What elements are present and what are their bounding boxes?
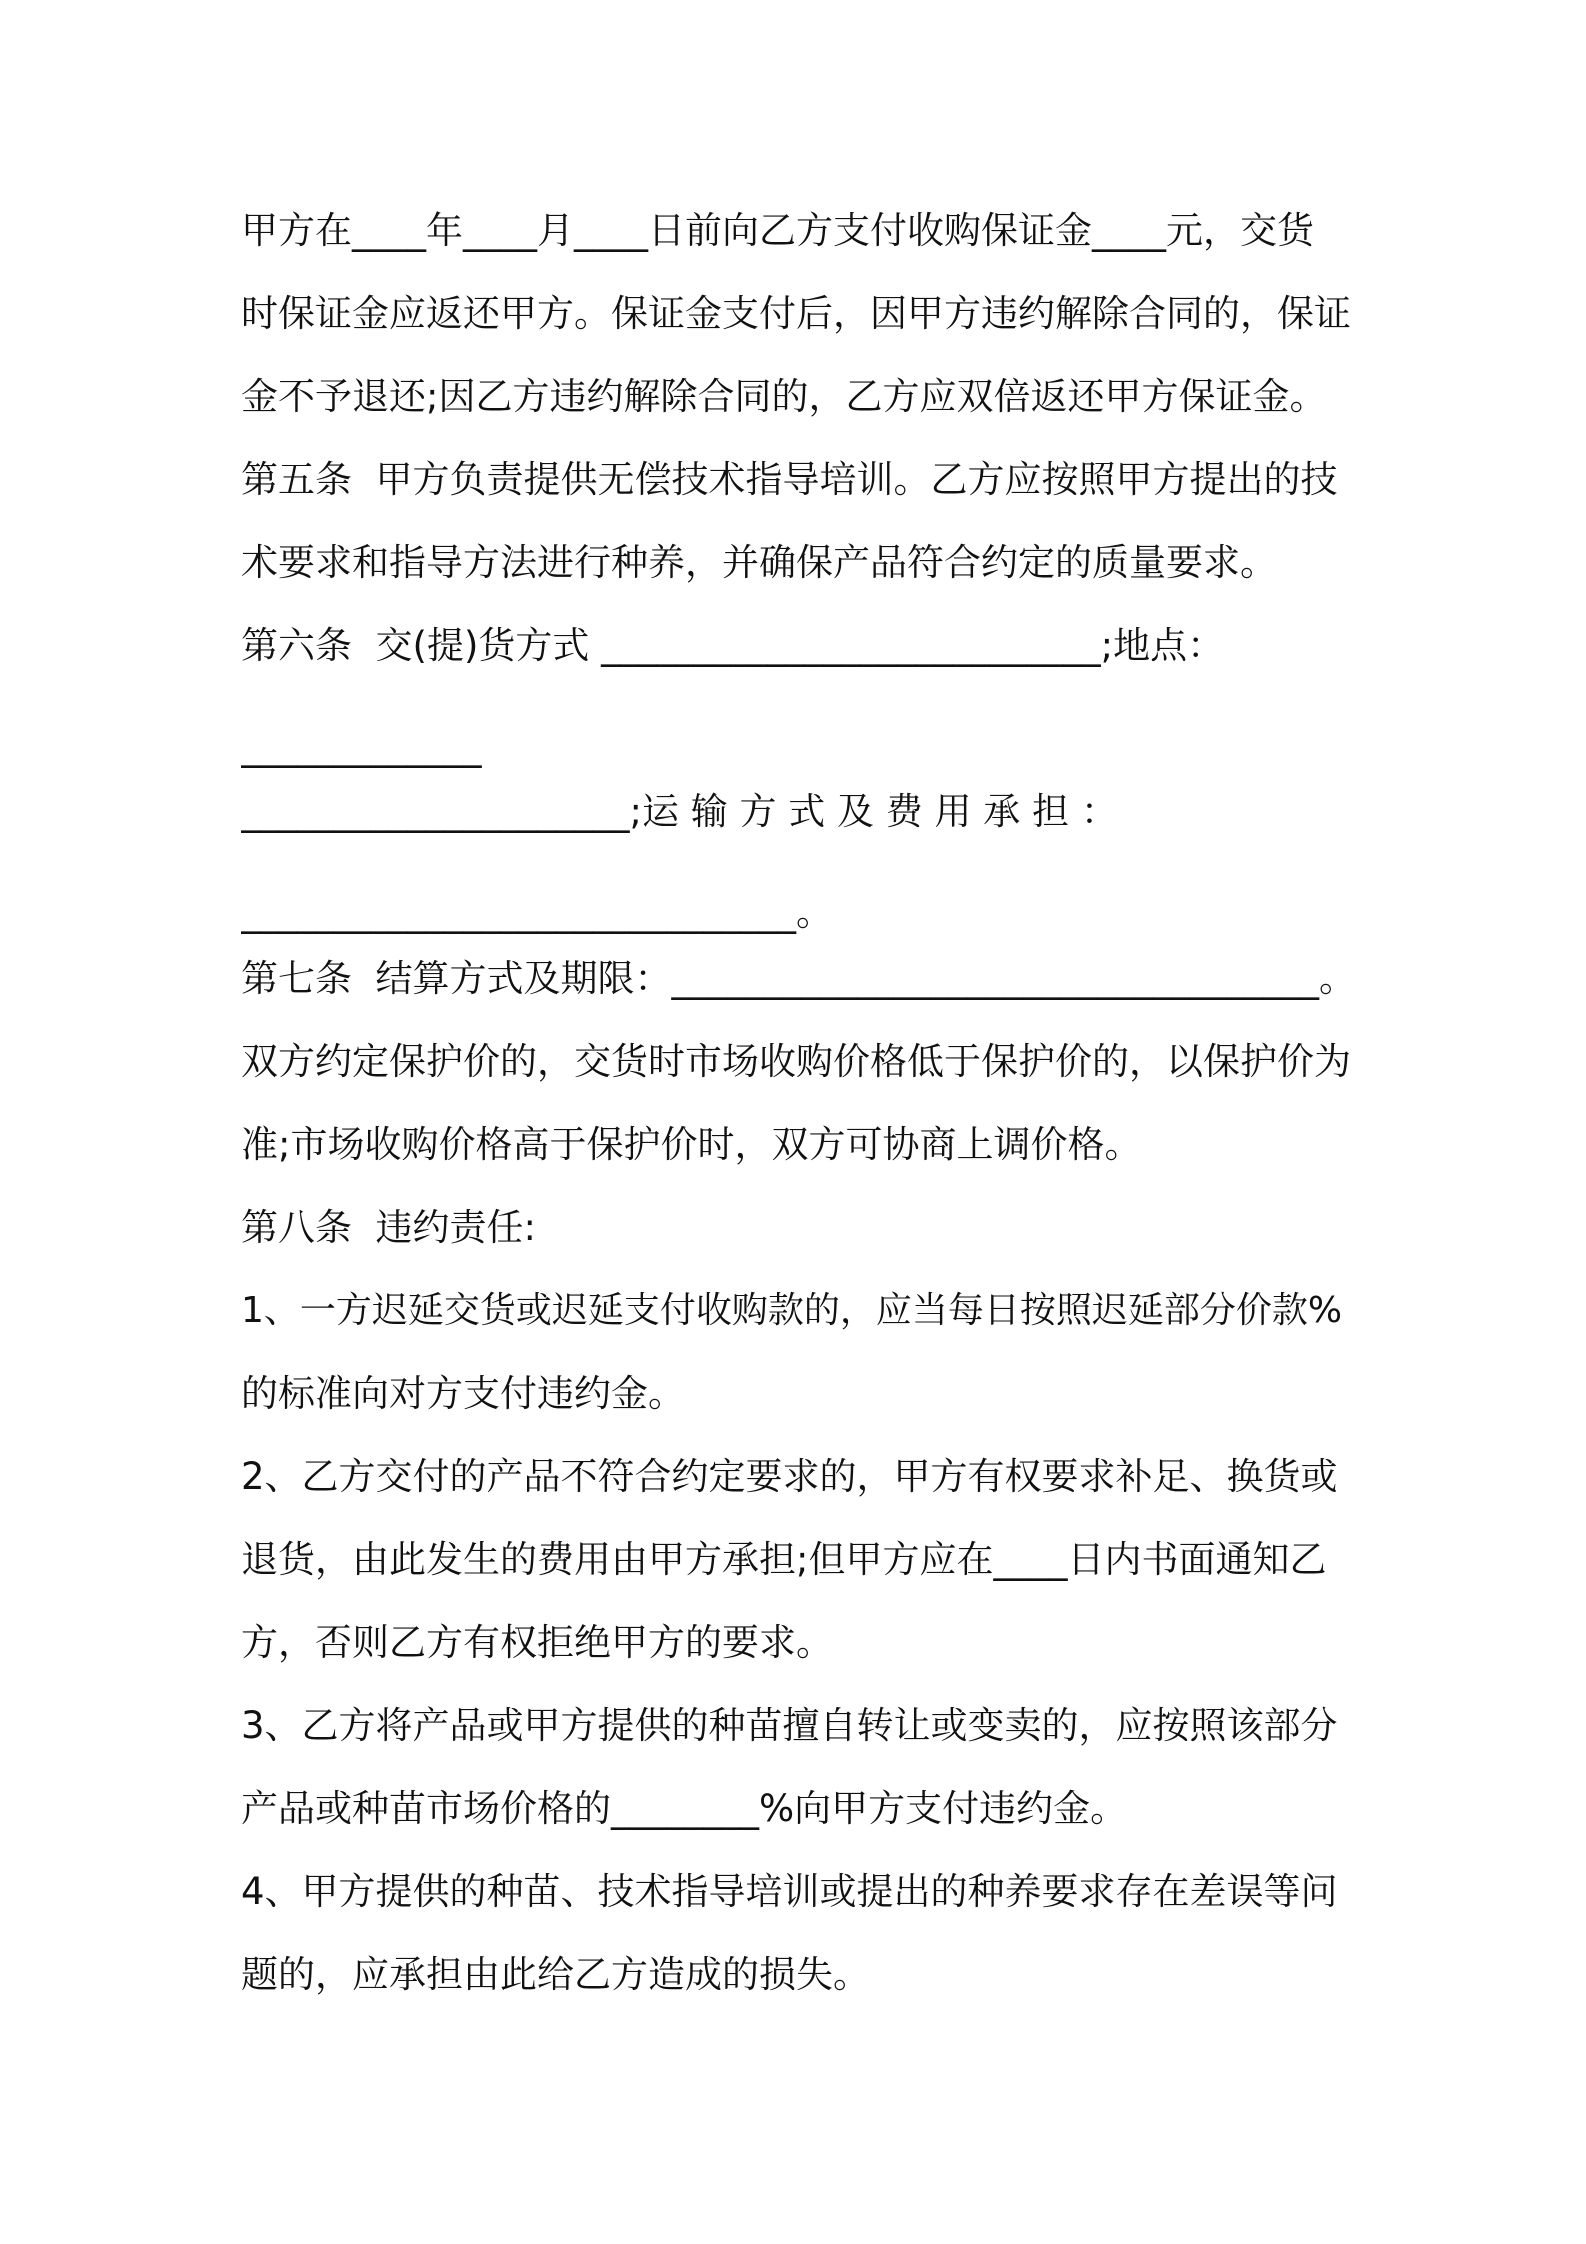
text-line: _____________: [241, 725, 482, 768]
text-line: ______________________________。: [241, 891, 833, 934]
text-line: 时保证金应返还甲方。保证金支付后，因甲方违约解除合同的，保证: [241, 292, 1351, 335]
text-line: 4、甲方提供的种苗、技术指导培训或提出的种养要求存在差误等问: [241, 1870, 1338, 1913]
text-line: 第八条 违约责任:: [241, 1206, 536, 1249]
text-line: 甲方在____年____月____日前向乙方支付收购保证金____元，交货: [241, 209, 1314, 252]
text-line: 第七条 结算方式及期限：___________________________________。: [241, 957, 1357, 1000]
text-line: 3、乙方将产品或甲方提供的种苗擅自转让或变卖的，应按照该部分: [241, 1704, 1338, 1747]
text-line: 准;市场收购价格高于保护价时，双方可协商上调价格。: [241, 1123, 1142, 1166]
text-line: 金不予退还;因乙方违约解除合同的，乙方应双倍返还甲方保证金。: [241, 375, 1327, 418]
text-line: 术要求和指导方法进行种养，并确保产品符合约定的质量要求。: [241, 541, 1277, 584]
text-line: 的标准向对方支付违约金。: [241, 1372, 685, 1415]
text-line: 退货，由此发生的费用由甲方承担;但甲方应在____日内书面通知乙: [241, 1538, 1327, 1581]
text-line: 产品或种苗市场价格的________%向甲方支付违约金。: [241, 1787, 1128, 1830]
text-line: _____________________;运 输 方 式 及 费 用 承 担 ：: [241, 790, 1118, 833]
text-line: 2、乙方交付的产品不符合约定要求的，甲方有权要求补足、换货或: [241, 1455, 1338, 1498]
text-line: 方，否则乙方有权拒绝甲方的要求。: [241, 1621, 833, 1664]
text-line: 第五条 甲方负责提供无偿技术指导培训。乙方应按照甲方提出的技: [241, 458, 1338, 501]
text-line: 第六条 交(提)货方式 ___________________________;地点：: [241, 624, 1225, 667]
text-line: 双方约定保护价的，交货时市场收购价格低于保护价的，以保护价为: [241, 1040, 1351, 1083]
text-line: 1、一方迟延交货或迟延支付收购款的，应当每日按照迟延部分价款%: [241, 1290, 1343, 1331]
text-line: 题的，应承担由此给乙方造成的损失。: [241, 1953, 870, 1996]
